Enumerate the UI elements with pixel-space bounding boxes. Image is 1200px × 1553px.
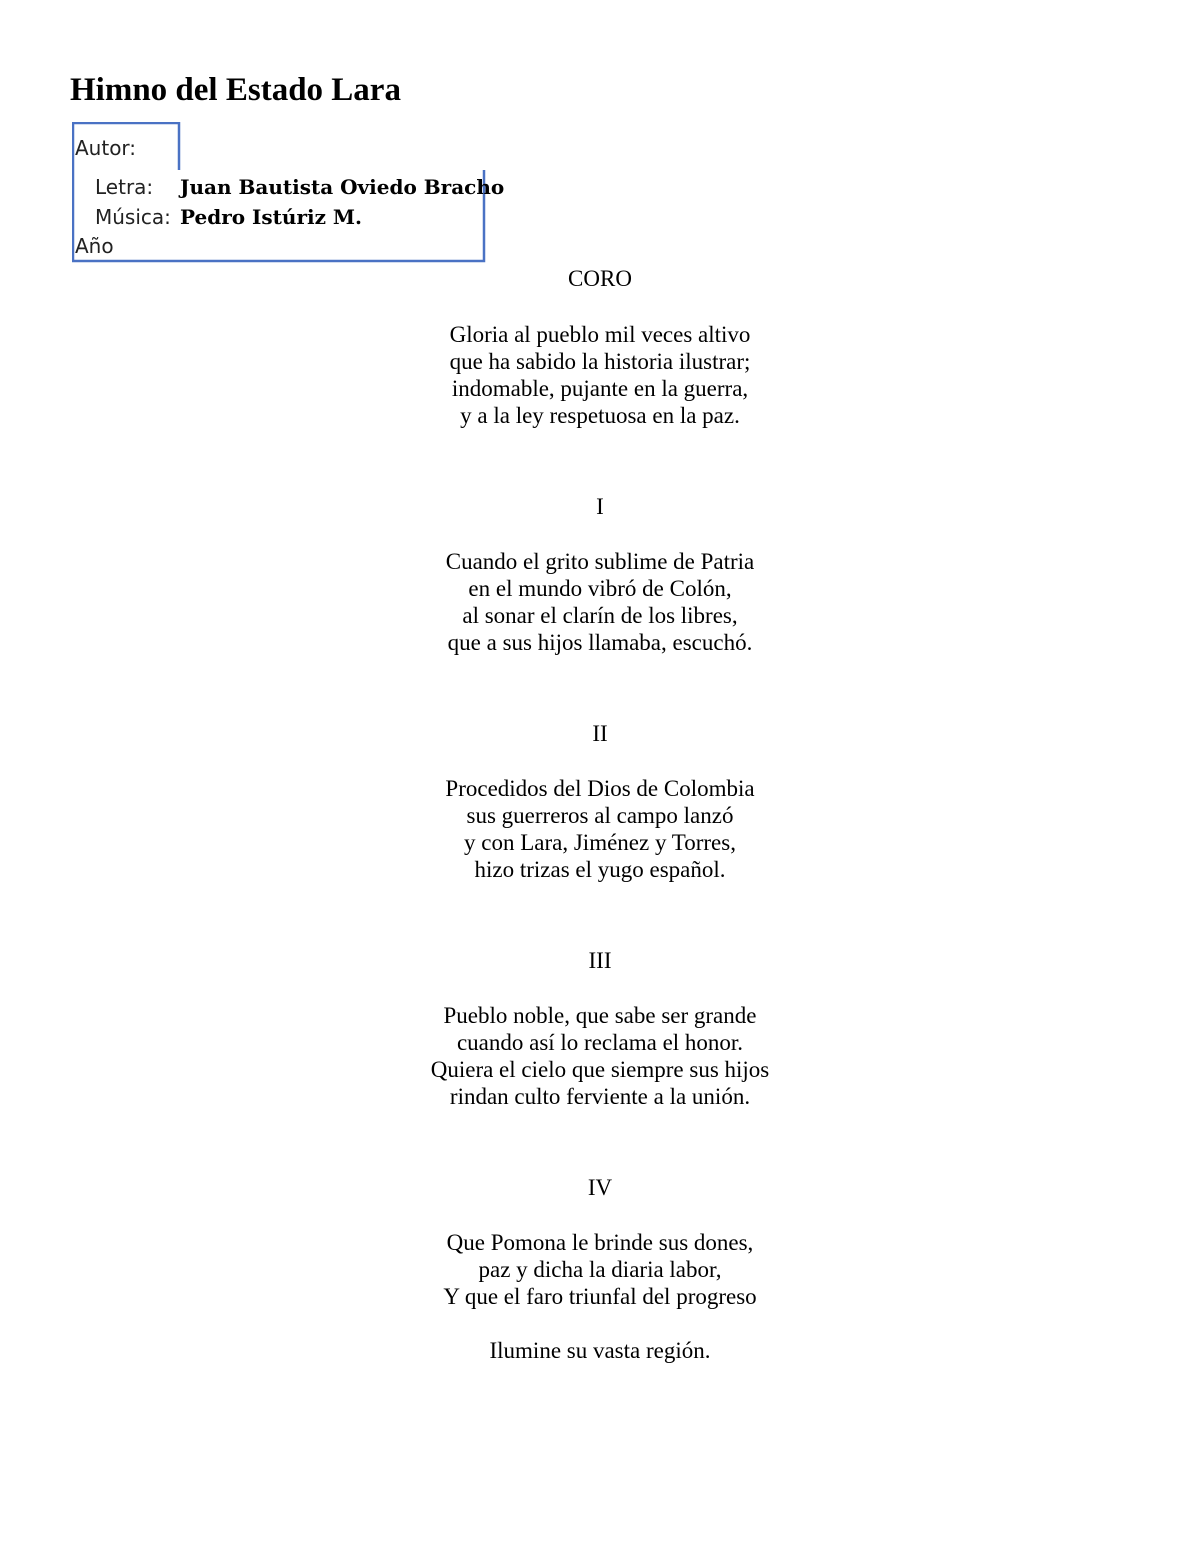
lyric-line: Gloria al pueblo mil veces altivo [449,322,751,347]
lyric-line: al sonar el clarín de los libres, [462,603,738,628]
lyric-line: que a sus hijos llamaba, escuchó. [447,630,753,655]
lyric-line: hizo trizas el yugo español. [474,857,726,882]
lyric-closing-line: Ilumine su vasta región. [489,1338,711,1363]
autor-label: Autor: [75,136,137,160]
lyric-line: Cuando el grito sublime de Patria [445,549,755,574]
lyric-line: que ha sabido la historia ilustrar; [449,349,751,374]
page-title: Himno del Estado Lara [70,72,401,108]
lyric-line: cuando así lo reclama el honor. [456,1030,744,1055]
musica-label: Música: [95,205,171,229]
lyric-line: Quiera el cielo que siempre sus hijos [430,1057,770,1082]
lyric-line: indomable, pujante en la guerra, [451,376,749,401]
stanza-label: II [592,721,608,746]
lyrics [300,264,900,1364]
stanza-label: CORO [568,266,632,291]
author-box [72,122,505,263]
ano-label: Año [75,234,114,258]
lyric-line: en el mundo vibró de Colón, [468,576,732,601]
lyric-line: Y que el faro triunfal del progreso [443,1284,757,1309]
lyric-line: sus guerreros al campo lanzó [466,803,734,828]
lyric-line: Procedidos del Dios de Colombia [445,776,755,801]
lyric-line: rindan culto ferviente a la unión. [449,1084,751,1109]
stanza-label: IV [587,1175,613,1200]
letra-label: Letra: [95,175,154,199]
stanza-label: III [588,948,612,973]
stanza-label: I [596,494,604,519]
lyric-line: Pueblo noble, que sabe ser grande [443,1003,757,1028]
lyric-line: paz y dicha la diaria labor, [478,1257,722,1282]
lyric-line: Que Pomona le brinde sus dones, [446,1230,754,1255]
musica-value: Pedro Istúriz M. [180,205,363,229]
lyric-line: y a la ley respetuosa en la paz. [460,403,740,428]
letra-value: Juan Bautista Oviedo Bracho [180,175,505,199]
lyric-line: y con Lara, Jiménez y Torres, [464,830,736,855]
